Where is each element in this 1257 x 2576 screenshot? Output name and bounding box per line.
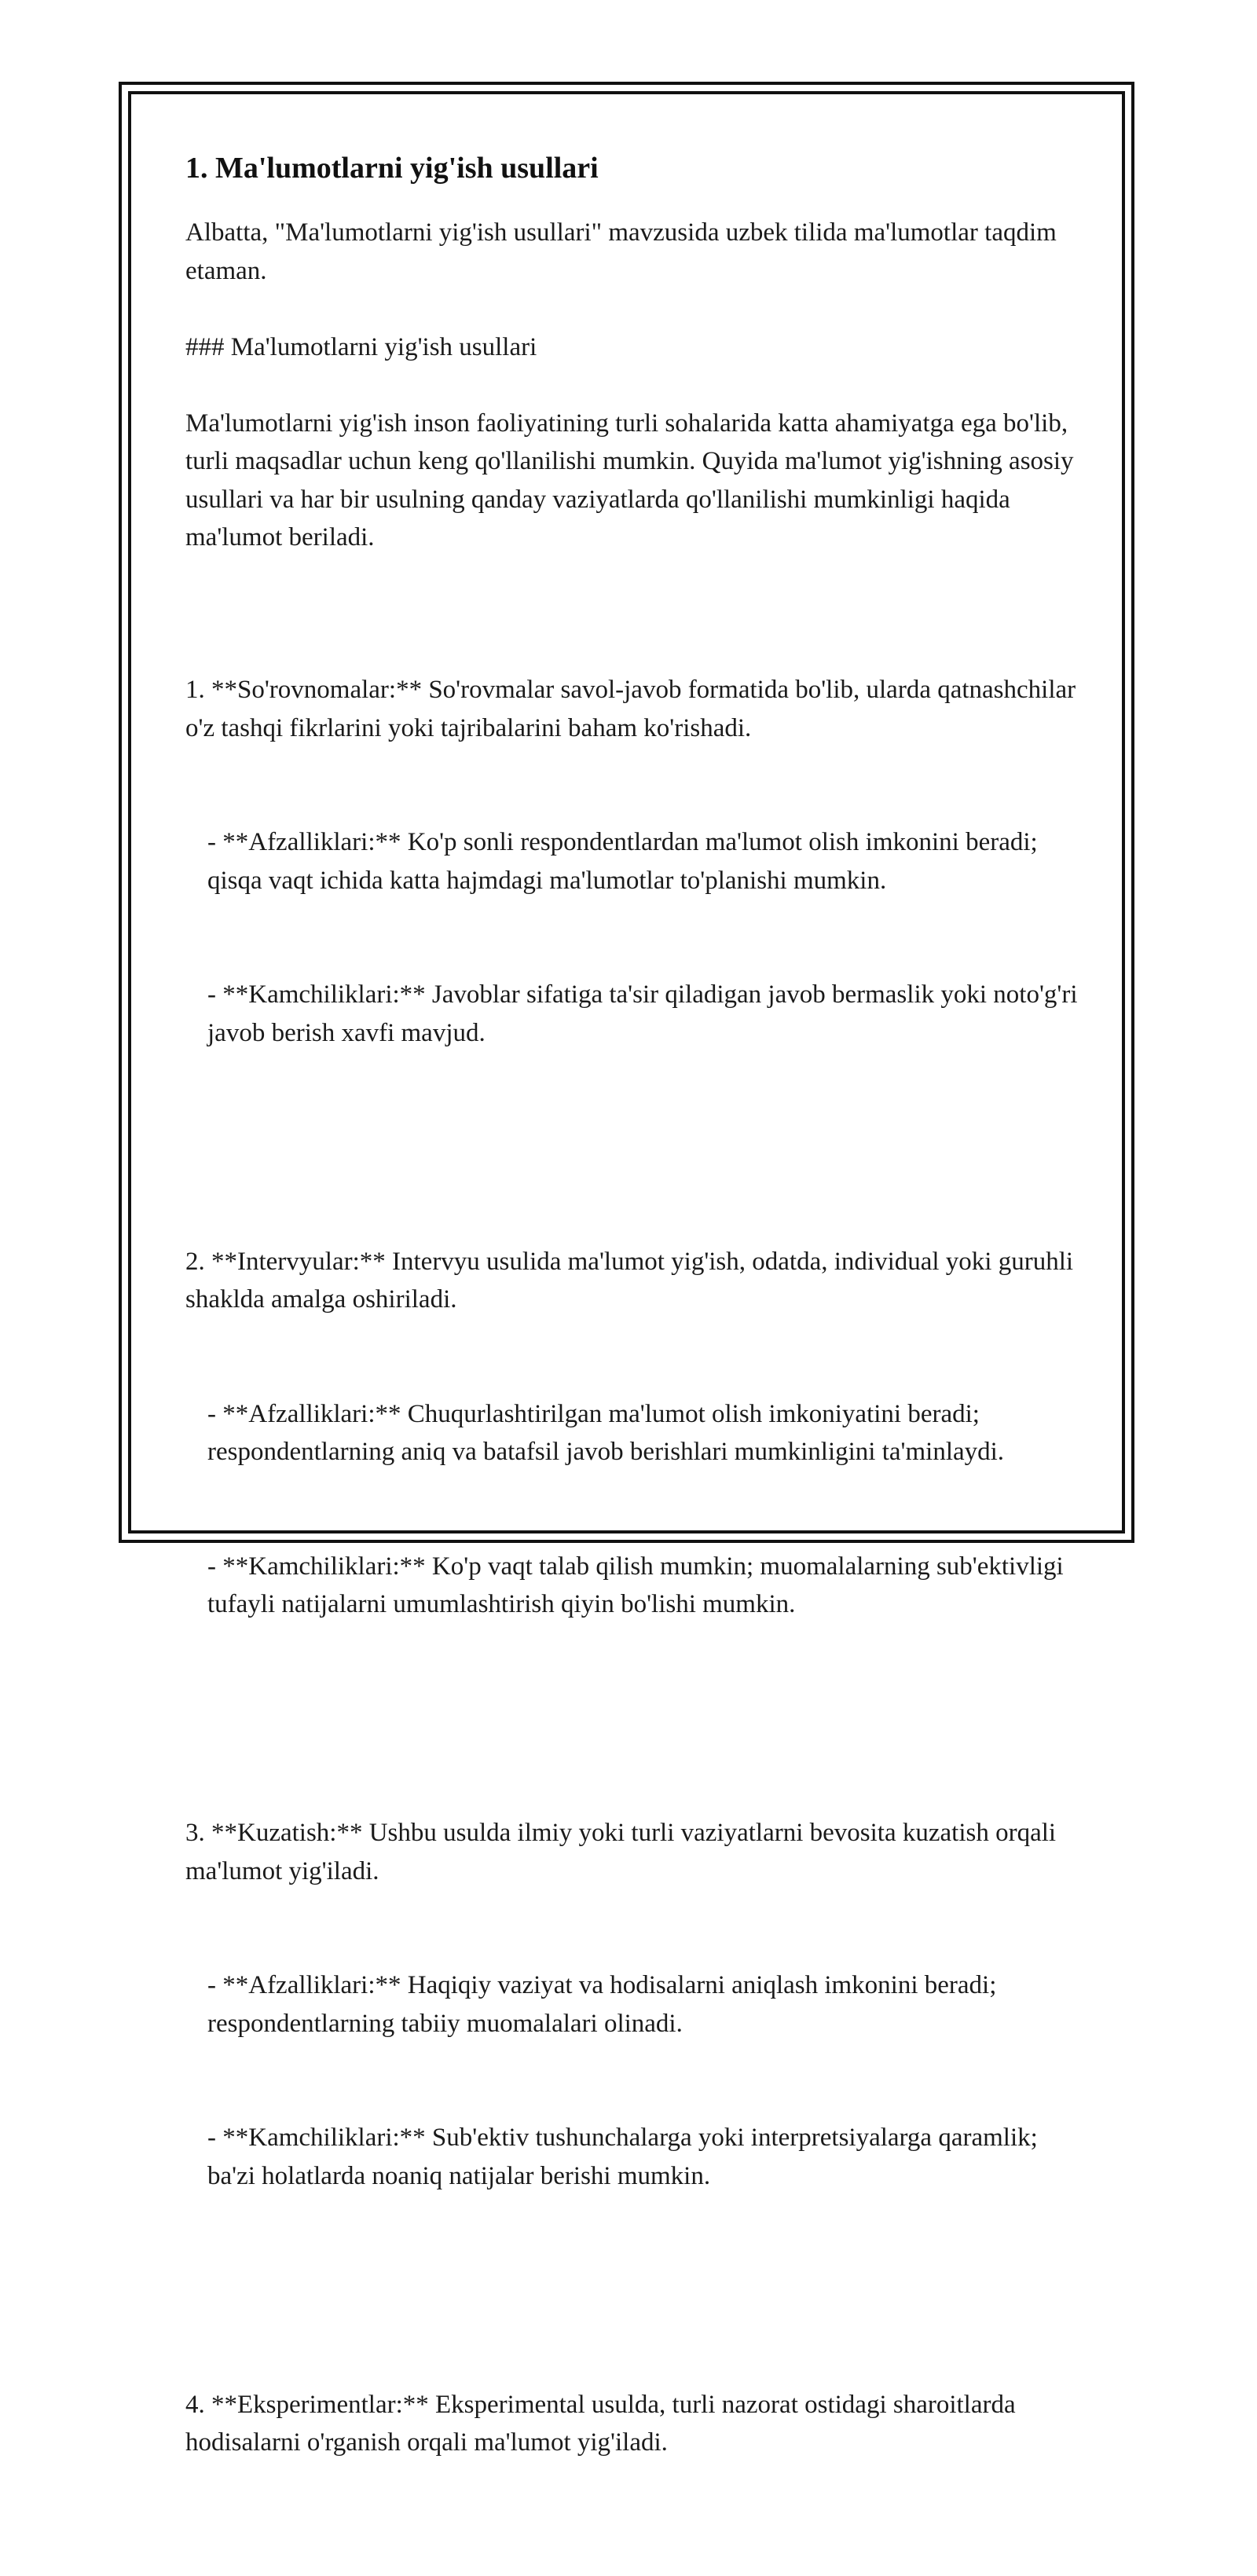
method-disadvantages: - **Kamchiliklari:** Javoblar sifatiga ta'sir qiladigan javob bermaslik yoki noto'g'ri javob berish xavfi mavjud.	[207, 980, 1084, 1047]
method-experiments	[185, 2310, 1081, 2538]
document-title: 1. Ma'lumotlarni yig'ish usullari	[185, 152, 599, 185]
method-interviews	[185, 1167, 1081, 1700]
method-main: 4. **Eksperimentlar:** Eksperimental usulda, turli nazorat ostidagi sharoitlarda hodisalarni o'rganish orqali ma'lumot yig'iladi.	[185, 2390, 1022, 2457]
method-disadvantages: - **Kamchiliklari:** Sub'ektiv tushunchalarga yoki interpretsiyalarga qaramlik; ba'zi holatlarda noaniq natijalar berishi mumkin.	[207, 2123, 1045, 2190]
method-disadvantages: - **Kamchiliklari:** Ko'p vaqt talab qilish mumkin; muomalalarning sub'ektivligi tufayli natijalarni umumlashtirish qiyin bo'lishi mumkin.	[207, 1552, 1070, 1618]
method-advantages: - **Afzalliklari:** Haqiqiy vaziyat va hodisalarni aniqlash imkonini beradi; respondentlarning tabiiy muomalalari olinadi.	[207, 1971, 1003, 2038]
document-body	[185, 146, 1084, 2576]
method-main: 1. **So'rovnomalar:** So'rovmalar savol-javob formatida bo'lib, ularda qatnashchilar o'z tashqi fikrlarini yoki tajribalarini baham ko'rishadi.	[185, 676, 1083, 742]
method-main: 2. **Intervyular:** Intervyu usulida ma'lumot yig'ish, odatda, individual yoki guruhli shaklda amalga oshiriladi.	[185, 1247, 1080, 1314]
method-advantages: - **Afzalliklari:** Chuqurlashtirilgan ma'lumot olish imkoniyatini beradi; respondentlarning aniq va batafsil javob berishlari mumkinligini ta'minlaydi.	[207, 1399, 1005, 1466]
method-observation	[185, 1738, 1081, 2271]
intro-paragraph: Albatta, "Ma'lumotlarni yig'ish usullari" mavzusida uzbek tilida ma'lumotlar taqdim etaman.	[185, 218, 1064, 285]
overview-paragraph: Ma'lumotlarni yig'ish inson faoliyatining turli sohalarida katta ahamiyatga ega bo'lib, turli maqsadlar uchun keng qo'llanilishi mumkin. Quyida ma'lumot yig'ishning asosiy usullari va har bir usulning qanday vaziyatlarda qo'llanilishi mumkinligi haqida ma'lumot beriladi.	[185, 409, 1080, 551]
method-main: 3. **Kuzatish:** Ushbu usulda ilmiy yoki turli vaziyatlarni bevosita kuzatish orqali ma'lumot yig'iladi.	[185, 1819, 1063, 1885]
method-advantages: - **Afzalliklari:** Ko'p sonli respondentlardan ma'lumot olish imkonini beradi; qisqa vaqt ichida katta hajmdagi ma'lumotlar to'planishi mumkin.	[207, 828, 1044, 895]
markdown-heading: ### Ma'lumotlarni yig'ish usullari	[185, 332, 537, 361]
method-surveys	[185, 595, 1084, 1128]
